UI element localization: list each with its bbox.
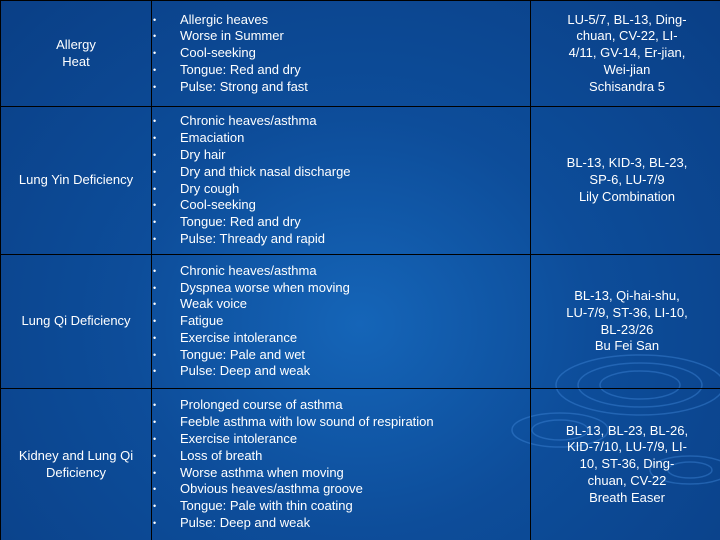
- sign-text: Cool-seeking: [180, 197, 256, 213]
- sign-text: Pulse: Thready and rapid: [180, 230, 326, 246]
- sign-text: Dry cough: [180, 180, 240, 196]
- pattern-label: Lung Qi Deficiency: [21, 313, 131, 329]
- bullet-dot-icon: •: [153, 299, 157, 310]
- sign-text: Feeble asthma with low sound of respiration: [180, 414, 434, 430]
- bullet-dot-icon: •: [153, 31, 157, 42]
- pattern-cell: [1, 389, 152, 540]
- bullet-dot-icon: •: [153, 433, 157, 444]
- treatment-line: Bu Fei San: [594, 338, 660, 354]
- sign-text: Dry hair: [180, 146, 226, 162]
- sign-list-item: [152, 481, 530, 498]
- sign-list-item: [152, 12, 530, 29]
- table-row: [1, 1, 720, 107]
- treatment-cell: [531, 1, 720, 107]
- bullet-dot-icon: •: [153, 366, 157, 377]
- bullet-dot-icon: •: [153, 81, 157, 92]
- signs-list: [152, 12, 530, 96]
- sign-text: Exercise intolerance: [180, 329, 298, 345]
- sign-list-item: [152, 465, 530, 482]
- pattern-cell: [1, 1, 152, 107]
- sign-list-item: [152, 296, 530, 313]
- sign-list-item: [152, 515, 530, 532]
- pattern-label: Heat: [62, 53, 90, 69]
- pattern-cell: [1, 255, 152, 389]
- sign-list-item: [152, 263, 530, 280]
- treatment-line: BL-13, Qi-hai-shu,: [574, 287, 680, 303]
- treatment-line: KID-7/10, LU-7/9, LI-: [567, 439, 687, 455]
- sign-list-item: [152, 330, 530, 347]
- bullet-dot-icon: •: [153, 349, 157, 360]
- sign-list-item: [152, 231, 530, 248]
- sign-list-item: [152, 130, 530, 147]
- bullet-dot-icon: •: [153, 217, 157, 228]
- treatment-cell: [531, 107, 720, 255]
- treatment-line: LU-7/9, ST-36, LI-10,: [566, 304, 688, 320]
- sign-list-item: [152, 363, 530, 380]
- bullet-dot-icon: •: [153, 149, 157, 160]
- sign-text: Exercise intolerance: [180, 430, 298, 446]
- bullet-dot-icon: •: [153, 265, 157, 276]
- treatment-line: chuan, CV-22, LI-: [576, 28, 678, 44]
- treatment-line: BL-13, KID-3, BL-23,: [566, 155, 688, 171]
- sign-list-item: [152, 113, 530, 130]
- signs-list: [152, 263, 530, 381]
- table-row: [1, 255, 720, 389]
- bullet-dot-icon: •: [153, 133, 157, 144]
- sign-list-item: [152, 280, 530, 297]
- sign-text: Worse asthma when moving: [180, 464, 344, 480]
- pattern-label: Allergy: [56, 36, 96, 52]
- bullet-dot-icon: •: [153, 467, 157, 478]
- sign-text: Dyspnea worse when moving: [180, 279, 350, 295]
- sign-text: Tongue: Red and dry: [180, 214, 301, 230]
- sign-text: Pulse: Deep and weak: [180, 514, 311, 530]
- sign-text: Allergic heaves: [180, 11, 269, 27]
- table-row: [1, 107, 720, 255]
- sign-text: Worse in Summer: [180, 28, 284, 44]
- signs-cell: [152, 389, 531, 540]
- sign-list-item: [152, 181, 530, 198]
- treatment-line: SP-6, LU-7/9: [589, 172, 665, 188]
- sign-text: Weak voice: [180, 296, 247, 312]
- treatment-line: Breath Easer: [589, 489, 665, 505]
- bullet-dot-icon: •: [153, 316, 157, 327]
- bullet-dot-icon: •: [153, 400, 157, 411]
- bullet-dot-icon: •: [153, 233, 157, 244]
- signs-list: [152, 397, 530, 531]
- treatment-line: Schisandra 5: [589, 78, 665, 94]
- sign-list-item: [152, 164, 530, 181]
- treatment-line: 10, ST-36, Ding-: [579, 456, 675, 472]
- sign-text: Loss of breath: [180, 447, 263, 463]
- bullet-dot-icon: •: [153, 116, 157, 127]
- bullet-dot-icon: •: [153, 417, 157, 428]
- pattern-label: Deficiency: [46, 464, 106, 480]
- sign-list-item: [152, 313, 530, 330]
- bullet-dot-icon: •: [153, 14, 157, 25]
- treatment-cell: [531, 389, 720, 540]
- sign-list-item: [152, 347, 530, 364]
- bullet-dot-icon: •: [153, 484, 157, 495]
- sign-text: Emaciation: [180, 130, 245, 146]
- sign-text: Pulse: Deep and weak: [180, 363, 311, 379]
- sign-text: Obvious heaves/asthma groove: [180, 481, 363, 497]
- bullet-dot-icon: •: [153, 282, 157, 293]
- sign-list-item: [152, 448, 530, 465]
- signs-cell: [152, 107, 531, 255]
- sign-text: Cool-seeking: [180, 45, 256, 61]
- sign-list-item: [152, 28, 530, 45]
- sign-list-item: [152, 62, 530, 79]
- sign-text: Pulse: Strong and fast: [180, 78, 308, 94]
- sign-list-item: [152, 431, 530, 448]
- sign-text: Tongue: Red and dry: [180, 61, 301, 77]
- sign-list-item: [152, 498, 530, 515]
- pattern-label: Lung Yin Deficiency: [18, 172, 134, 188]
- bullet-dot-icon: •: [153, 200, 157, 211]
- sign-list-item: [152, 79, 530, 96]
- sign-list-item: [152, 414, 530, 431]
- bullet-dot-icon: •: [153, 332, 157, 343]
- signs-cell: [152, 255, 531, 389]
- bullet-dot-icon: •: [153, 501, 157, 512]
- pattern-label: Kidney and Lung Qi: [18, 447, 134, 463]
- sign-list-item: [152, 45, 530, 62]
- sign-list-item: [152, 197, 530, 214]
- sign-list-item: [152, 147, 530, 164]
- pattern-cell: [1, 107, 152, 255]
- bullet-dot-icon: •: [153, 48, 157, 59]
- treatment-line: Wei-jian: [603, 61, 651, 77]
- treatment-line: BL-13, BL-23, BL-26,: [565, 422, 689, 438]
- treatment-line: BL-23/26: [600, 321, 654, 337]
- table-row: [1, 389, 720, 540]
- treatment-line: chuan, CV-22: [587, 472, 667, 488]
- signs-list: [152, 113, 530, 247]
- sign-text: Fatigue: [180, 313, 224, 329]
- sign-text: Prolonged course of asthma: [180, 397, 343, 413]
- bullet-dot-icon: •: [153, 166, 157, 177]
- treatment-cell: [531, 255, 720, 389]
- sign-text: Tongue: Pale and wet: [180, 346, 306, 362]
- sign-text: Chronic heaves/asthma: [180, 262, 317, 278]
- treatment-line: 4/11, GV-14, Er-jian,: [568, 45, 686, 61]
- bullet-dot-icon: •: [153, 450, 157, 461]
- sign-list-item: [152, 214, 530, 231]
- sign-text: Dry and thick nasal discharge: [180, 163, 351, 179]
- sign-text: Tongue: Pale with thin coating: [180, 498, 353, 514]
- bullet-dot-icon: •: [153, 517, 157, 528]
- sign-text: Chronic heaves/asthma: [180, 113, 317, 129]
- treatment-line: Lily Combination: [578, 188, 676, 204]
- treatment-line: LU-5/7, BL-13, Ding-: [567, 11, 687, 27]
- bullet-dot-icon: •: [153, 183, 157, 194]
- bullet-dot-icon: •: [153, 64, 157, 75]
- sign-list-item: [152, 397, 530, 414]
- signs-cell: [152, 1, 531, 107]
